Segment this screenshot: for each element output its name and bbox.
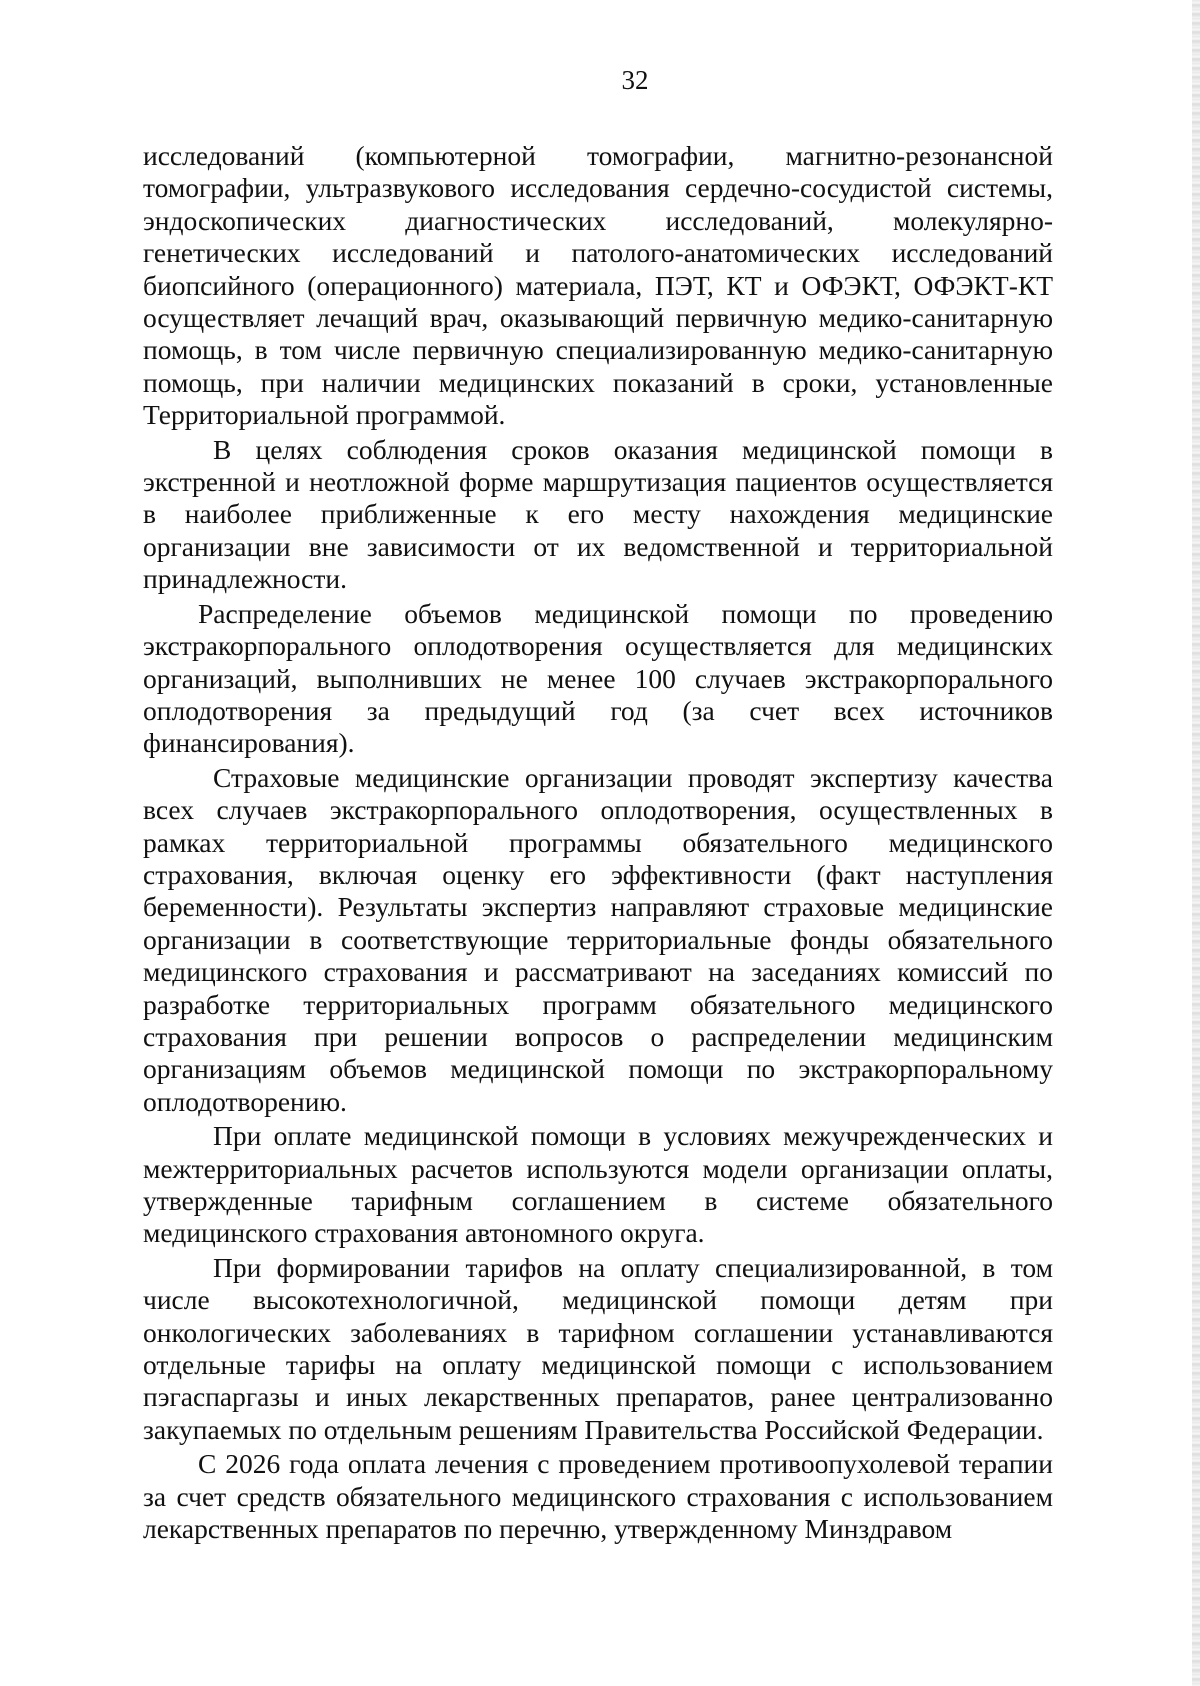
document-body <box>143 140 1053 1545</box>
paragraph-4: Страховые медицинские организации проводят экспертизу качества всех случаев экстракорпорального оплодотворения, осуществленных в рамках территориальной программы обязательного медицинского страхования, включая оценку его эффективности (факт наступления беременности). Результаты экспертиз направляют страховые медицинские организации в соответствующие территориальные фонды обязательного медицинского страхования и рассматривают на заседаниях комиссий по разработке территориальных программ обязательного медицинского страхования при решении вопросов о распределении медицинским организациям объемов медицинской помощи по экстракорпоральному оплодотворению. <box>143 761 1053 1117</box>
paragraph-2: В целях соблюдения сроков оказания медицинской помощи в экстренной и неотложной форме маршрутизация пациентов осуществляется в наиболее приближенные к его месту нахождения медицинские организации вне зависимости от их ведомственной и территориальной принадлежности. <box>143 433 1053 595</box>
paragraph-3: Распределение объемов медицинской помощи по проведению экстракорпорального оплодотворения осуществляется для медицинских организаций, выполнивших не менее 100 случаев экстракорпорального оплодотворения за предыдущий год (за счет всех источников финансирования). <box>143 597 1053 759</box>
scan-edge <box>1192 0 1200 1686</box>
page-number: 32 <box>621 65 649 95</box>
paragraph-7: С 2026 года оплата лечения с проведением противоопухолевой терапии за счет средств обязательного медицинского страхования с использованием лекарственных препаратов по перечню, утвержденному Минздравом <box>143 1448 1053 1545</box>
paragraph-6: При формировании тарифов на оплату специализированной, в том числе высокотехнологичной, медицинской помощи детям при онкологических заболеваниях в тарифном соглашении устанавливаются отдельные тарифы на оплату медицинской помощи с использованием пэгаспаргазы и иных лекарственных препаратов, ранее централизованно закупаемых по отдельным решениям Правительства Российской Федерации. <box>143 1251 1053 1445</box>
paragraph-1: исследований (компьютерной томографии, магнитно-резонансной томографии, ультразвукового исследования сердечно-сосудистой системы, эндоскопических диагностических исследований, молекулярно-генетических исследований и патолого-анатомических исследований биопсийного (операционного) материала, ПЭТ, КТ и ОФЭКТ, ОФЭКТ-КТ осуществляет лечащий врач, оказывающий первичную медико-санитарную помощь, в том числе первичную специализированную медико-санитарную помощь, при наличии медицинских показаний в сроки, установленные Территориальной программой. <box>143 140 1053 431</box>
paragraph-5: При оплате медицинской помощи в условиях межучрежденческих и межтерриториальных расчетов используются модели организации оплаты, утвержденные тарифным соглашением в системе обязательного медицинского страхования автономного округа. <box>143 1120 1053 1249</box>
